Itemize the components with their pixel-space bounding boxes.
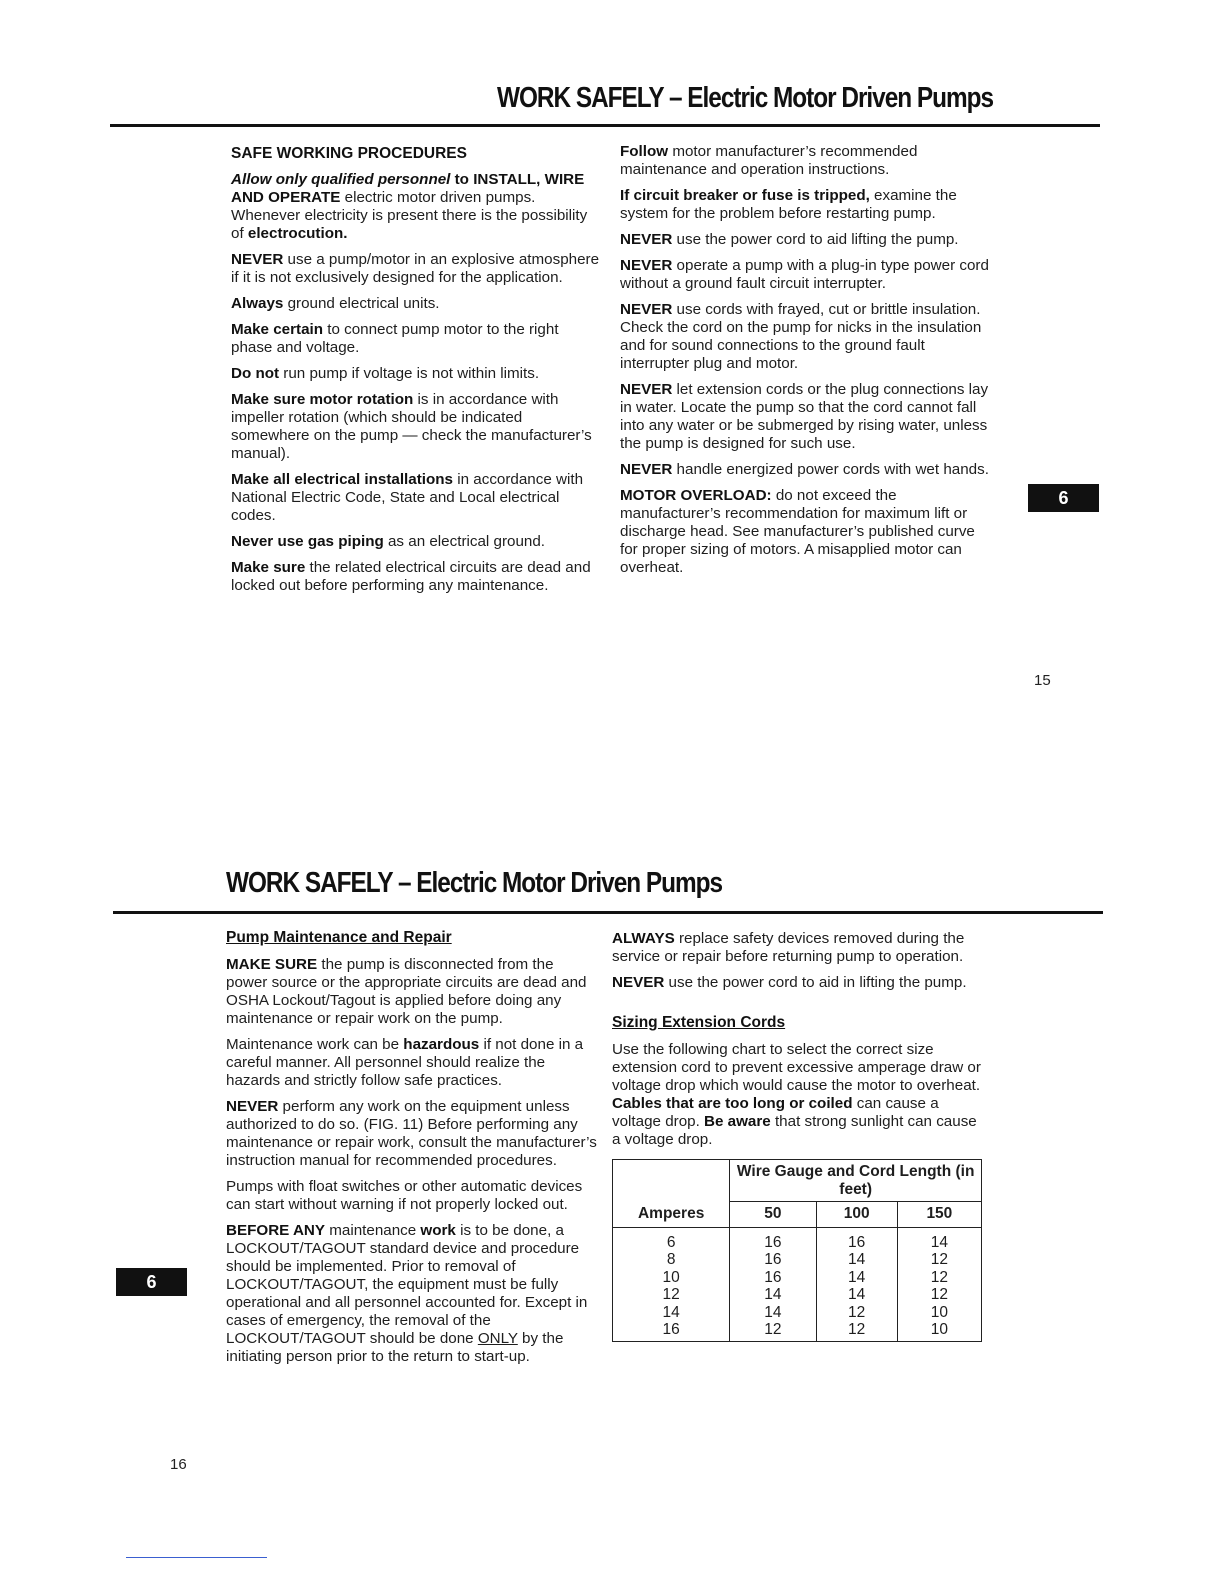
- paragraph: [226, 1098, 598, 1170]
- text-run: Pumps with float switches or other automatic devices can start without warning if not properly locked out.: [226, 1178, 583, 1213]
- text-run: do not exceed the manufacturer’s recommendation for maximum lift or discharge head. See manufacturer’s published curve for proper sizing of motors. A misapplied motor can overheat.: [620, 487, 975, 576]
- paragraph: [231, 295, 601, 313]
- text-run: use a pump/motor in an explosive atmosphere if it is not exclusively designed for the application.: [231, 251, 600, 286]
- text-run: MOTOR OVERLOAD:: [620, 487, 772, 504]
- procedure-list: [620, 143, 995, 577]
- text-run: Follow: [620, 143, 669, 160]
- paragraph: [231, 471, 601, 525]
- text-run: handle energized power cords with wet hands.: [672, 461, 989, 478]
- text-run: Make sure motor rotation: [231, 391, 414, 408]
- text-run: motor manufacturer’s recommended maintenance and operation instructions.: [620, 143, 918, 178]
- paragraph: [620, 381, 995, 453]
- gauge-cell: 12: [897, 1269, 981, 1287]
- text-run: MAKE SURE: [226, 956, 318, 973]
- paragraph: [231, 533, 601, 551]
- gauge-cell: 12: [816, 1304, 897, 1322]
- text-run: replace safety devices removed during the service or repair before returning pump to operation.: [612, 930, 965, 965]
- paragraph: [231, 365, 601, 383]
- text-run: run pump if voltage is not within limits.: [279, 365, 540, 382]
- text-run: If circuit breaker or fuse is tripped,: [620, 187, 870, 204]
- left-column: [226, 929, 598, 1374]
- text-run: perform any work on the equipment unless authorized to do so. (FIG. 11) Before performing any maintenance or repair work, consult the manufacturer’s instruction manual for recommended procedures.: [226, 1098, 597, 1169]
- right-column: [612, 930, 984, 1342]
- text-run: by the initiating person prior to the return to start-up.: [226, 1330, 564, 1365]
- procedure-list: [231, 171, 601, 595]
- title-rule: [110, 124, 1100, 127]
- text-run: is to be done, a LOCKOUT/TAGOUT standard device and procedure should be implemented. Prior to removal of LOCKOUT/TAGOUT, the equipment must be fully operational and all personnel accounted for. Except in cases of emergency, the removal of the LOCKOUT/TAGOUT should be done: [226, 1222, 588, 1347]
- text-run: NEVER: [620, 461, 673, 478]
- text-run: NEVER: [226, 1098, 279, 1115]
- paragraph: [620, 143, 995, 179]
- paragraph: [620, 487, 995, 577]
- section-tab: 6: [1028, 484, 1099, 512]
- text-run: Use the following chart to select the correct size extension cord to prevent excessive amperage draw or voltage drop which would cause the motor to overheat.: [612, 1041, 981, 1094]
- text-run: is in accordance with impeller rotation (which should be indicated somewhere on the pump — check the manufacturer’s manual).: [231, 391, 592, 462]
- text-run: operate a pump with a plug-in type power cord without a ground fault circuit interrupter.: [620, 257, 989, 292]
- paragraph: [226, 1036, 598, 1090]
- text-run: Make sure: [231, 559, 306, 576]
- text-run: use the power cord to aid lifting the pump.: [672, 231, 959, 248]
- text-run: let extension cords or the plug connections lay in water. Locate the pump so that the cord cannot fall into any water or be submerged by rising water, unless the pump is designed for such use.: [620, 381, 989, 452]
- gauge-cell: 14: [730, 1286, 816, 1304]
- maintenance-heading: Pump Maintenance and Repair: [226, 929, 452, 946]
- text-run: if not done in a careful manner. All personnel should realize the hazards and strictly follow safe practices.: [226, 1036, 584, 1089]
- text-run: NEVER: [620, 231, 673, 248]
- length-header-150: 150: [897, 1202, 981, 1228]
- text-run: INSTALL, WIRE AND OPERATE: [231, 171, 585, 206]
- gauge-cell: 16: [730, 1227, 816, 1251]
- page-title: WORK SAFELY – Electric Motor Driven Pumps: [226, 867, 723, 899]
- maintenance-list: [612, 930, 984, 992]
- text-run: use cords with frayed, cut or brittle insulation. Check the cord on the pump for nicks in the insulation and for sound connections to the ground fault interrupter plug and motor.: [620, 301, 982, 372]
- table-row: [613, 1227, 982, 1251]
- text-run: to: [450, 171, 474, 188]
- wire-gauge-header: Wire Gauge and Cord Length (in feet): [730, 1160, 982, 1202]
- extension-cord-table: [612, 1159, 982, 1342]
- paragraph: [226, 956, 598, 1028]
- gauge-cell: 10: [897, 1304, 981, 1322]
- text-run: use the power cord to aid in lifting the pump.: [664, 974, 967, 991]
- amperes-cell: 10: [613, 1269, 730, 1287]
- length-header-50: 50: [730, 1202, 816, 1228]
- paragraph: [226, 1222, 598, 1366]
- gauge-cell: 16: [730, 1251, 816, 1269]
- text-run: Cables that are too long or coiled: [612, 1095, 853, 1112]
- amperes-cell: 8: [613, 1251, 730, 1269]
- gauge-cell: 12: [897, 1286, 981, 1304]
- maintenance-list: [226, 956, 598, 1366]
- gauge-cell: 14: [897, 1227, 981, 1251]
- table-row: [613, 1269, 982, 1287]
- text-run: the related electrical circuits are dead and locked out before performing any maintenance.: [231, 559, 591, 594]
- text-run: ALWAYS: [612, 930, 675, 947]
- text-run: Allow only qualified personnel: [231, 171, 451, 188]
- page-title: WORK SAFELY – Electric Motor Driven Pumps: [497, 82, 994, 114]
- paragraph: [612, 930, 984, 966]
- paragraph: [231, 251, 601, 287]
- paragraph: [620, 301, 995, 373]
- amperes-cell: 12: [613, 1286, 730, 1304]
- paragraph: [620, 231, 995, 249]
- footer-link-line: [126, 1557, 267, 1558]
- page-number: 16: [170, 1456, 187, 1473]
- text-run: NEVER: [612, 974, 665, 991]
- page-15: [0, 0, 1224, 760]
- table-corner: [613, 1160, 730, 1202]
- text-run: that strong sunlight can cause a voltage drop.: [612, 1113, 977, 1148]
- text-run: work: [420, 1222, 456, 1239]
- table-row: [613, 1321, 982, 1341]
- text-run: maintenance: [325, 1222, 421, 1239]
- page-number: 15: [1034, 672, 1051, 689]
- right-column: [620, 143, 995, 585]
- paragraph: [231, 171, 601, 243]
- gauge-cell: 16: [816, 1227, 897, 1251]
- paragraph: [231, 559, 601, 595]
- text-run: Always: [231, 295, 284, 312]
- gauge-cell: 14: [816, 1269, 897, 1287]
- text-run: electrocution.: [247, 225, 348, 242]
- gauge-cell: 10: [897, 1321, 981, 1341]
- length-header-100: 100: [816, 1202, 897, 1228]
- text-run: the pump is disconnected from the power source or the appropriate circuits are dead and OSHA Lockout/Tagout is applied before doing any maintenance or repair work on the pump.: [226, 956, 587, 1027]
- paragraph: [231, 391, 601, 463]
- table-row: [613, 1286, 982, 1304]
- text-run: examine the system for the problem before restarting pump.: [620, 187, 957, 222]
- text-run: electric motor driven pumps. Whenever electricity is present there is the possibility of: [231, 189, 588, 242]
- table-row: [613, 1251, 982, 1269]
- gauge-cell: 16: [730, 1269, 816, 1287]
- text-run: ONLY: [477, 1330, 518, 1347]
- text-run: NEVER: [620, 301, 673, 318]
- paragraph: [612, 974, 984, 992]
- text-run: to connect pump motor to the right phase and voltage.: [231, 321, 559, 356]
- amperes-cell: 6: [613, 1227, 730, 1251]
- paragraph: [620, 461, 995, 479]
- sizing-heading: Sizing Extension Cords: [612, 1014, 786, 1031]
- text-run: NEVER: [620, 257, 673, 274]
- text-run: Make all electrical installations: [231, 471, 454, 488]
- section-heading: SAFE WORKING PROCEDURES: [231, 145, 467, 162]
- sizing-paragraph: [612, 1041, 984, 1149]
- paragraph: [620, 257, 995, 293]
- text-run: BEFORE ANY: [226, 1222, 326, 1239]
- text-run: NEVER: [620, 381, 673, 398]
- title-rule: [113, 911, 1103, 914]
- text-run: Make certain: [231, 321, 324, 338]
- gauge-cell: 14: [730, 1304, 816, 1322]
- left-column: [231, 145, 601, 603]
- text-run: ground electrical units.: [283, 295, 440, 312]
- amperes-cell: 16: [613, 1321, 730, 1341]
- text-run: can cause a voltage drop.: [612, 1095, 939, 1130]
- amperes-header: Amperes: [613, 1202, 730, 1228]
- paragraph: [226, 1178, 598, 1214]
- paragraph: [231, 321, 601, 357]
- table-body: [613, 1227, 982, 1341]
- gauge-cell: 14: [816, 1286, 897, 1304]
- gauge-cell: 12: [897, 1251, 981, 1269]
- text-run: Never use gas piping: [231, 533, 384, 550]
- gauge-cell: 12: [730, 1321, 816, 1341]
- gauge-cell: 14: [816, 1251, 897, 1269]
- text-run: hazardous: [403, 1036, 480, 1053]
- gauge-cell: 12: [816, 1321, 897, 1341]
- page-16: [0, 800, 1224, 1584]
- text-run: Do not: [231, 365, 280, 382]
- text-run: as an electrical ground.: [383, 533, 546, 550]
- text-run: NEVER: [231, 251, 284, 268]
- text-run: Maintenance work can be: [226, 1036, 404, 1053]
- text-run: Be aware: [704, 1113, 771, 1130]
- paragraph: [620, 187, 995, 223]
- table-row: [613, 1304, 982, 1322]
- amperes-cell: 14: [613, 1304, 730, 1322]
- text-run: in accordance with National Electric Code, State and Local electrical codes.: [231, 471, 584, 524]
- section-tab: 6: [116, 1268, 187, 1296]
